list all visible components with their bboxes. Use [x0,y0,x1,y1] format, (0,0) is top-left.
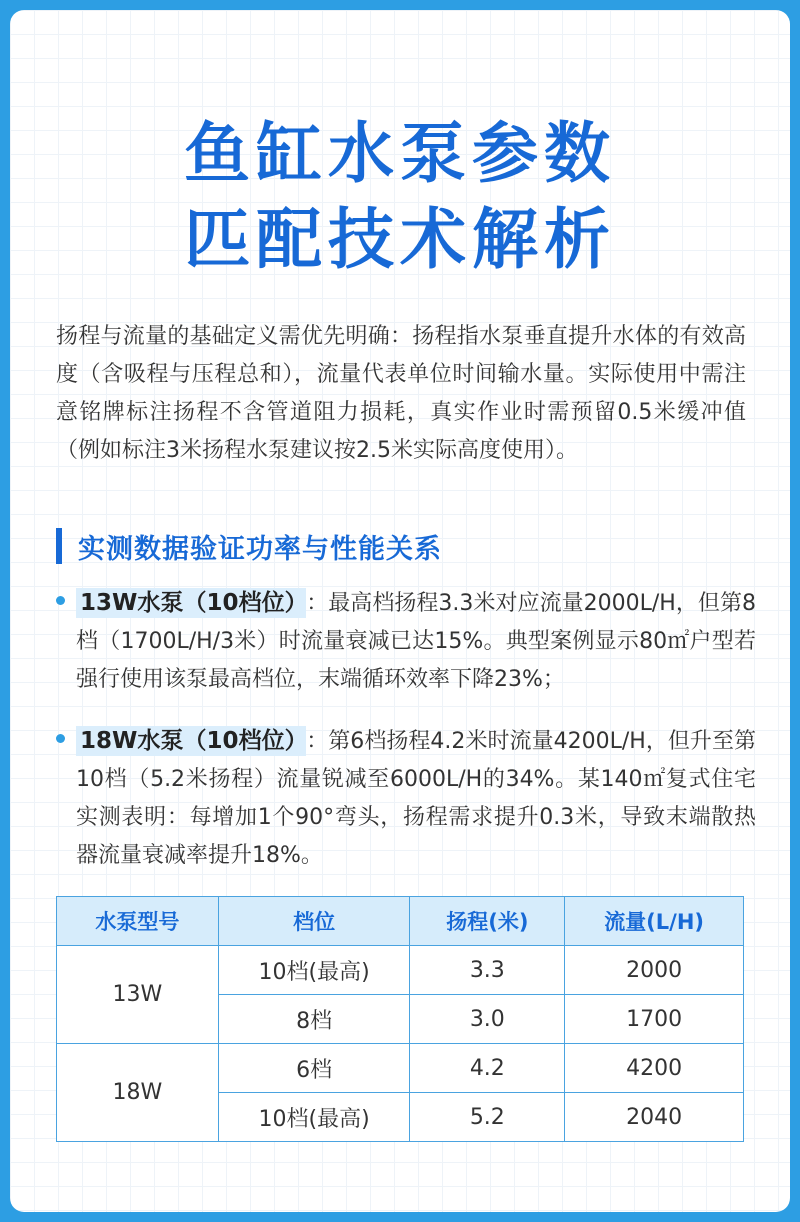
article-card [10,10,790,1212]
header-model: 水泵型号 [57,897,219,946]
section-accent-bar [56,528,62,564]
table-row [57,946,744,995]
header-head: 扬程(米) [410,897,565,946]
cell-gear: 8档 [218,995,410,1044]
header-flow: 流量(L/H) [565,897,744,946]
cell-flow: 1700 [565,995,744,1044]
pump-spec-table [56,896,744,1142]
cell-gear: 6档 [218,1044,410,1093]
cell-model: 18W [57,1044,219,1142]
bullet-item-18w [56,722,756,875]
cell-head: 3.0 [410,995,565,1044]
cell-flow: 2000 [565,946,744,995]
intro-paragraph: 扬程与流量的基础定义需优先明确：扬程指水泵垂直提升水体的有效高度（含吸程与压程总和），流量代表单位时间输水量。实际使用中需注意铭牌标注扬程不含管道阻力损耗，真实作业时需预留0.5米缓冲值（例如标注3米扬程水泵建议按2.5米实际高度使用）。 [56,324,746,463]
bullet-item-13w [56,584,756,699]
cell-model: 13W [57,946,219,1044]
title-line-2: 匹配技术解析 [184,201,616,278]
bullet-dot-icon [56,596,65,605]
header-gear: 档位 [218,897,410,946]
section-heading [56,526,442,566]
table-header-row [57,897,744,946]
bullet-text: ：第6档扬程4.2米时流量4200L/H，但升至第10档（5.2米扬程）流量锐减至6000L/H的34%。某140㎡复式住宅实测表明：每增加1个90°弯头，扬程需求提升0.3米，导致末端散热器流量衰减率提升18%。 [76,729,757,868]
bullet-dot-icon [56,734,65,743]
cell-head: 4.2 [410,1044,565,1093]
cell-head: 3.3 [410,946,565,995]
bullet-text: ：最高档扬程3.3米对应流量2000L/H，但第8档（1700L/H/3米）时流量衰减已达15%。典型案例显示80㎡户型若强行使用该泵最高档位，末端循环效率下降23%； [76,591,757,692]
cell-flow: 4200 [565,1044,744,1093]
bullet-label: 18W水泵（10档位） [76,726,306,756]
cell-gear: 10档(最高) [218,1093,410,1142]
title-line-1: 鱼缸水泵参数 [184,115,616,192]
table-row [57,1044,744,1093]
cell-head: 5.2 [410,1093,565,1142]
cell-gear: 10档(最高) [218,946,410,995]
section-title: 实测数据验证功率与性能关系 [78,533,442,565]
bullet-label: 13W水泵（10档位） [76,588,306,618]
cell-flow: 2040 [565,1093,744,1142]
